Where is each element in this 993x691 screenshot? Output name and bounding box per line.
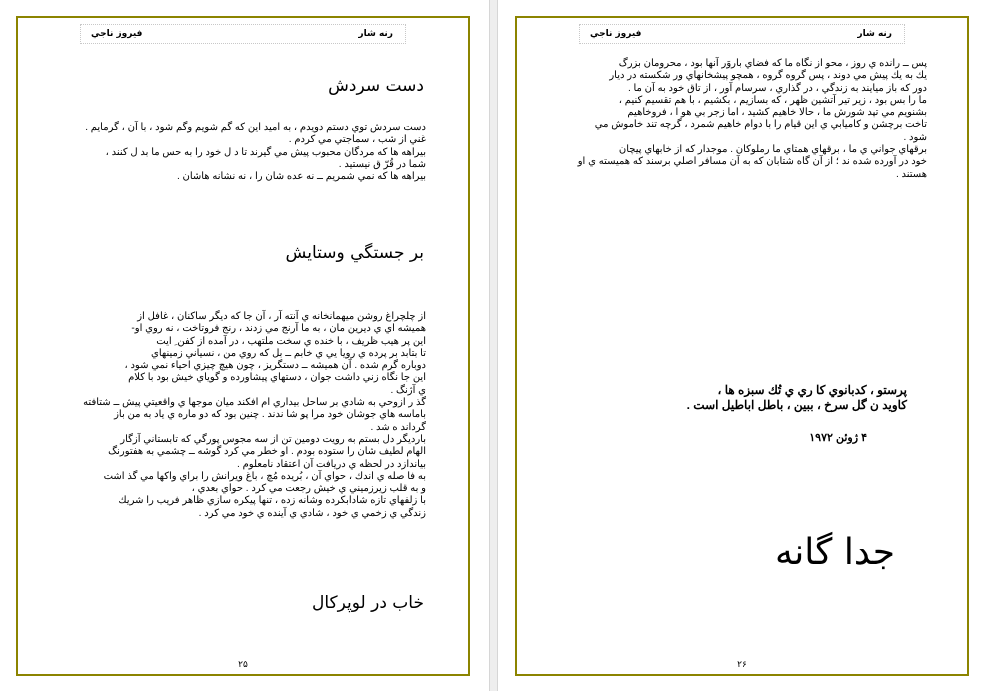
text-line: بشنويم مي تپد شورش ما ، حالا خاهيم كشيد ، اما زجر بي هو ا ، فروخاهيم — [627, 107, 927, 119]
text-line: دوباره گرم شده . آن هميشه ــ دستگريز ، چون هيچ چيزي احياء نمي شود ، — [124, 360, 426, 372]
text-line: پس ــ رانده ي روز ، محو از نگاه ما كه فضاي باروَر آنها بود ، محرومان بزرگ — [618, 58, 927, 69]
text-line: شود . — [903, 131, 927, 143]
text-line: غني از شب ، سماجتي مي كردم . — [288, 134, 426, 146]
text-line: الهام لطيف شان را ستوده بودم . او خطر مي كرد گوشه ــ چشمي به هفتورنگ — [108, 446, 426, 458]
text-line: و به قلب زيرزميني ي خيش رجعت مي كرد . حواي بعدي ، — [191, 483, 426, 495]
text-line: هميشه اي ي ديرين مان ، به ما آرنج مي زدند ، رنج فروتاخت ، نه روي او- — [131, 323, 426, 335]
paragraph-relief-and-praise — [83, 311, 426, 520]
page-number: ۲۵ — [238, 660, 248, 670]
paragraph-cold-hand — [85, 122, 426, 183]
text-line: اين جا نگاه زني داشت جوان ، دستهاي پيشاورده و گوياي خيش بود با كلام — [128, 372, 426, 384]
heading-cold-hand: دست سردش — [328, 76, 424, 96]
text-line: اين پر هيب ظريف ، با خنده ي سخت ملتهب ، در آمده از كفن ِ ايت — [156, 335, 426, 347]
text-line: دور كه باز ميايند به زندگي ، در گذاري ، سرسام آور ، از تاق خود به آن ما . — [627, 82, 927, 94]
paragraph-continued — [578, 58, 927, 181]
text-line: خود در آورده شده ند ؛ از آن گاه شتابان كه به آن مسافر اصلي برسند كه هميسته ي او — [577, 156, 927, 168]
text-line: بيراهه ها كه مردگان محبوب پيش مي گيرند تا د ل خود را به حس ما بد ل كنند ، — [105, 146, 426, 158]
text-line: تاخت برچشن و كاميابي ي اين قيام را با دوام خاهيم شمرد ، گرچه تند خاموش مي — [594, 119, 927, 131]
heading-dream-lupercal: خاب در لوپركال — [312, 593, 424, 613]
header-title: رنه شار — [358, 29, 393, 39]
header-author: فيروز ناجي — [91, 29, 143, 39]
page-header — [80, 24, 406, 44]
text-line: بياندازد در لحظه ي دريافت آن اعتقاد نامعلوم . — [237, 458, 426, 470]
text-line: برقهاي جواني ي ما ، برقهاي همتاي ما رملوكان . موجدار كه از خابهاي پيچان — [618, 144, 927, 156]
epigraph — [687, 383, 907, 413]
page-header — [579, 24, 905, 44]
text-line: گرداند ه شد . — [370, 421, 426, 433]
heading-relief-and-praise: بر جستگي وستايش — [285, 243, 424, 263]
page-number: ۲۶ — [737, 660, 747, 670]
text-line: زندگي ي زخمي ي خود ، شادي ي آينده ي خود مي كرد . — [198, 507, 426, 519]
text-line: يك به يك پيش مي دوند ، پس گروه گروه ، همچو پيشخانهاي ور شكسته در ديار — [609, 70, 927, 82]
header-author: فيروز ناجي — [590, 29, 642, 39]
page-gutter — [489, 0, 498, 691]
section-title: جدا گانه — [774, 532, 895, 573]
text-line: به فا صله ي اندك ، حواي آن ، بُريده مُچ ، باغ ويرانش را براي واكها مي گذ اشت — [103, 470, 426, 482]
text-line: باماسه هاي جوشان خود مرا پو شا ندند . چنين بود كه دو ماره ي ياد به من باز — [114, 409, 426, 421]
text-line: باردیگر دل بستم به رويت دومين تن از سه مجوس پورگي كه تابستاني آزگار — [120, 433, 426, 445]
text-line: ي آژنگ . — [390, 384, 426, 396]
text-line: ما را بس بود ، زير تير آتشين ظهر ، كه بسازيم ، بكشيم ، با هم تقسيم كنيم ، — [618, 94, 927, 106]
text-line: كاويد ن گل سرخ ، ببين ، باطل اباطيل است . — [686, 398, 907, 412]
text-line: بيراهه ها كه نمي شمريم ــ نه عده شان را ، نه نشانه هاشان . — [176, 171, 426, 183]
text-line: تا بتابد بر پرده ي رويا يي ي خابم ــ بل كه روي من ، نسياني زمينهاي — [151, 347, 426, 359]
header-title: رنه شار — [857, 29, 892, 39]
left-page — [16, 16, 470, 676]
epigraph-date: ۴ ژوئن ۱۹۷۲ — [809, 432, 867, 444]
text-line: از چلچراغ روشن ميهمانخانه ي آنته آر ، آن جا كه ديگر ساكنان ، غافل از — [137, 311, 426, 322]
text-line: هستند . — [895, 168, 927, 180]
text-line: دست سردش توي دستم دويدم ، به اميد اين كه گم شويم وگم شود ، با آن ، گرمايم . — [85, 122, 426, 133]
text-line: شما در قُرّ ق نيستيد . — [338, 158, 426, 170]
text-line: گذ ر ازوحي به شادي بر ساحل بيداري ام افكند ميان موجها ي واقعيتي پيش ــ شتافته — [83, 397, 426, 409]
text-line: پرستو ، كدبانوي كا ري ي تُك سبزه ها ، — [717, 383, 907, 397]
text-line: با زلفهاي تازه شادابكرده وشانه زده ، تنها پيكره سازي ظاهر فريب را شريك — [118, 495, 426, 507]
right-page — [515, 16, 969, 676]
